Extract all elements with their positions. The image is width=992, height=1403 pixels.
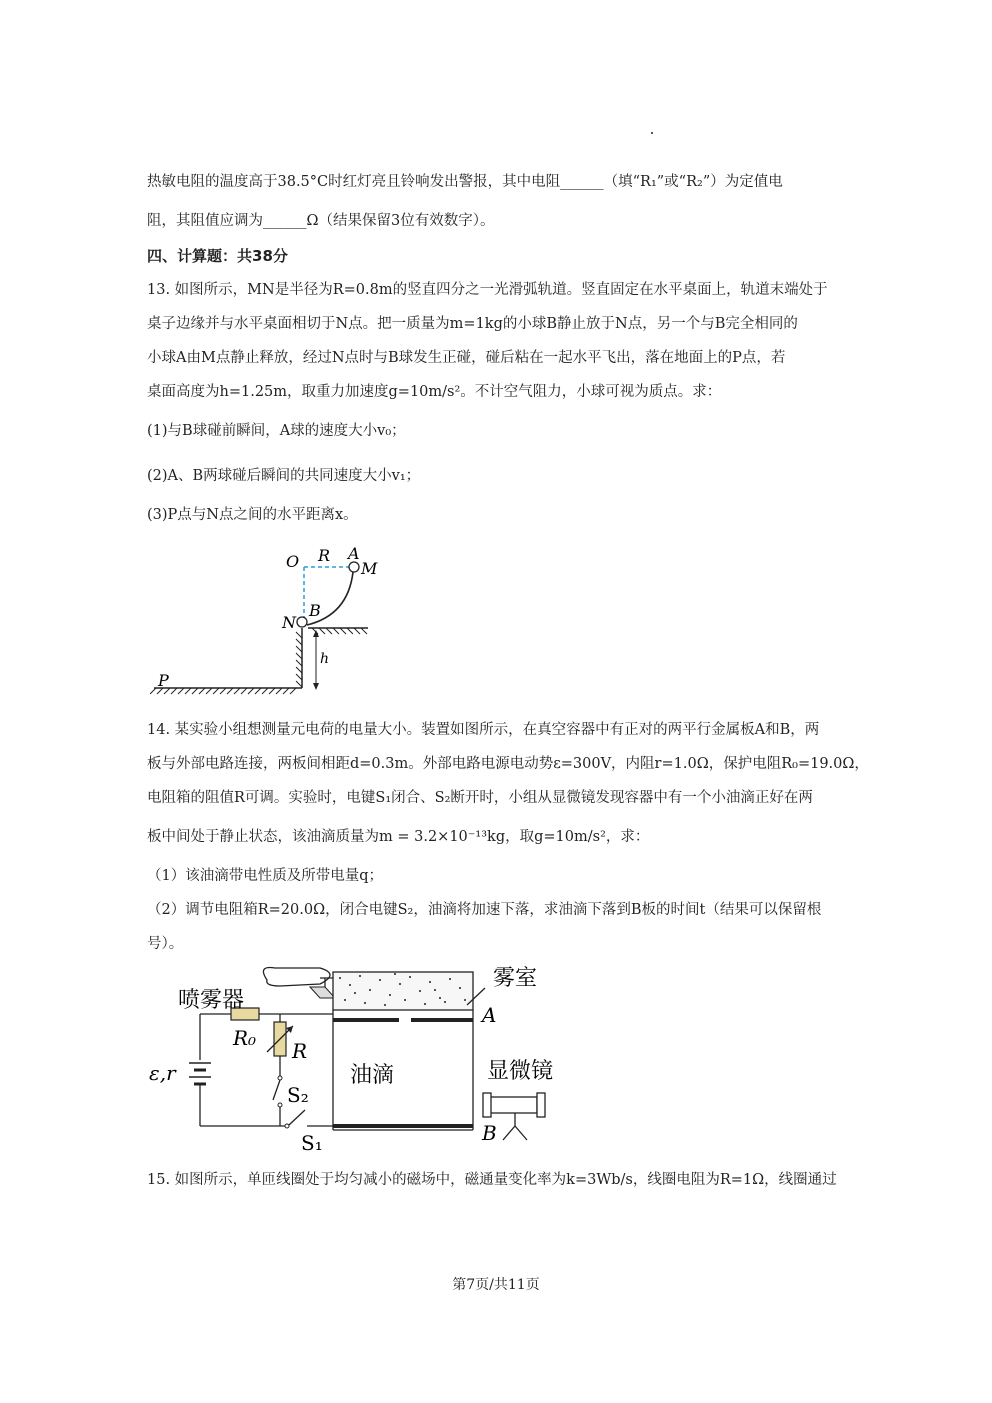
question-item: （1）该油滴带电性质及所带电量q； [147, 868, 384, 884]
paragraph-line: 号）。 [147, 936, 184, 952]
label-h: h [320, 651, 330, 667]
paragraph-line: 阻，其阻值应调为______Ω（结果保留3位有效数字）。 [147, 213, 495, 229]
label-oil-drop: 油滴 [350, 1063, 395, 1088]
question-item: (3)P点与N点之间的水平距离x。 [147, 507, 358, 523]
paragraph-line: 板中间处于静止状态，该油滴质量为m = 3.2×10⁻¹³kg，取g=10m/s²，求： [147, 829, 650, 845]
paragraph-line: 14. 某实验小组想测量元电荷的电量大小。装置如图所示，在真空容器中有正对的两平行金属板A和B，两 [147, 722, 820, 738]
stray-dot [651, 132, 653, 134]
label-emf: ε,r [149, 1061, 176, 1085]
label-P: P [158, 671, 169, 690]
label-R0: R₀ [233, 1026, 257, 1050]
question-item: (2)A、B两球碰后瞬间的共同速度大小v₁； [147, 468, 421, 484]
label-R: R [318, 546, 331, 565]
label-M: M [361, 559, 378, 578]
paragraph-line: 桌子边缘并与水平桌面相切于N点。把一质量为m=1kg的小球B静止放于N点，另一个与B完全相同的 [147, 316, 798, 332]
oil-drop-figure [145, 960, 575, 1160]
label-S1: S₁ [301, 1131, 323, 1155]
paragraph-line: 15. 如图所示，单匝线圈处于均匀减小的磁场中，磁通量变化率为k=3Wb/s，线圈电阻为R=1Ω，线圈通过 [147, 1172, 837, 1188]
section-heading: 四、计算题：共38分 [147, 247, 288, 265]
label-chamber: 雾室 [493, 966, 538, 991]
label-plate-B: B [482, 1121, 497, 1145]
paragraph-line: 热敏电阻的温度高于38.5°C时红灯亮且铃响发出警报，其中电阻______（填“R₁”或“R₂”）为定值电 [147, 174, 783, 190]
paragraph-line: 板与外部电路连接，两板间相距d=0.3m。外部电路电源电动势ε=300V，内阻r=1.0Ω，保护电阻R₀=19.0Ω， [147, 756, 869, 772]
label-N: N [282, 613, 296, 632]
label-A: A [348, 544, 360, 563]
track-figure [150, 540, 390, 700]
label-microscope: 显微镜 [487, 1059, 554, 1084]
label-B: B [309, 601, 321, 620]
paragraph-line: 桌面高度为h=1.25m，取重力加速度g=10m/s²。不计空气阻力，小球可视为质点。求： [147, 384, 722, 400]
label-sprayer: 喷雾器 [178, 988, 245, 1013]
question-item: (1)与B球碰前瞬间，A球的速度大小v₀； [147, 423, 406, 439]
paragraph-line: 小球A由M点静止释放，经过N点时与B球发生正碰，碰后粘在一起水平飞出，落在地面上的P点，若 [147, 350, 786, 366]
label-R: R [292, 1039, 308, 1063]
label-O: O [286, 552, 300, 571]
paragraph-line: 13. 如图所示，MN是半径为R=0.8m的竖直四分之一光滑弧轨道。竖直固定在水平桌面上，轨道末端处于 [147, 282, 828, 298]
label-S2: S₂ [287, 1083, 309, 1107]
label-plate-A: A [482, 1003, 497, 1027]
question-item: （2）调节电阻箱R=20.0Ω，闭合电键S₂，油滴将加速下落，求油滴下落到B板的时间t（结果可以保留根 [147, 902, 822, 918]
paragraph-line: 电阻箱的阻值R可调。实验时，电键S₁闭合、S₂断开时，小组从显微镜发现容器中有一个小油滴正好在两 [147, 790, 813, 806]
page-footer: 第7页/共11页 [452, 1277, 540, 1293]
